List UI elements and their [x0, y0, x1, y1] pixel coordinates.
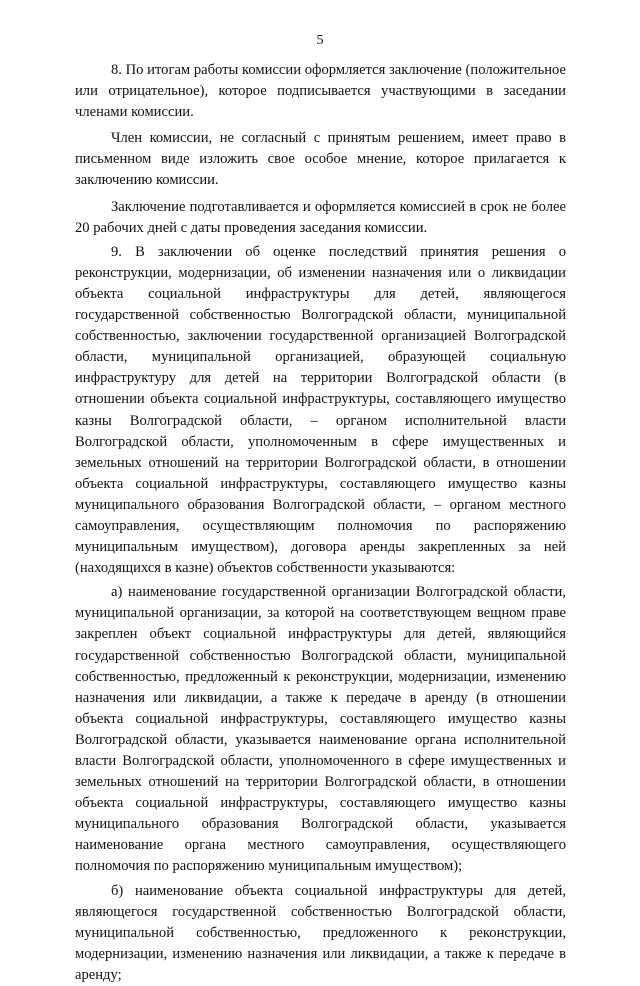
page-number: 5: [316, 33, 324, 48]
paragraph-item-b: б) наименование объекта социальной инфраструктуры для детей, являющегося государственной собственностью Волгоградской области, муниципальной собственностью, предложенного к реконструкции, модернизации, изменению назначения или ликвидации, а также к передаче в аренду;: [75, 882, 566, 983]
paragraph-8: 8. По итогам работы комиссии оформляется заключение (положительное или отрицательное), которое подписывается участвующими в заседании членами комиссии.: [75, 62, 566, 121]
paragraph-deadline: Заключение подготавливается и оформляется комиссией в срок не более 20 рабочих дней с даты проведения заседания комиссии.: [75, 198, 566, 236]
paragraph-9: 9. В заключении об оценке последствий принятия решения о реконструкции, модернизации, об изменении назначения или о ликвидации объекта социальной инфраструктуры для детей, являющегося государственной собственностью Волгоградской области, муниципальной собственностью, заключении государственной организацией Волгоградской области, муниципальной организацией, образующей социальную инфраструктуру для детей на территории Волгоградской области (в отношении объекта социальной инфраструктуры, составляющего имущество казны Волгоградской области, – органом исполнительной власти Волгоградской области, уполномоченным в сфере имущественных и земельных отношений на территории Волгоградской области, в отношении объекта социальной инфраструктуры, составляющего имущество казны муниципального образования Волгоградской области, – органом местного самоуправления, осуществляющим полномочия по распоряжению муниципальным имуществом), договора аренды закрепленных за ней (находящихся в казне) объектов собственности указываются:: [75, 243, 566, 577]
paragraph-item-a: а) наименование государственной организации Волгоградской области, муниципальной организации, за которой на соответствующем вещном праве закреплен объект социальной инфраструктуры для детей, являющийся государственной собственностью Волгоградской области, муниципальной собственностью, предложенный к реконструкции, модернизации, изменению назначения или ликвидации, а также к передаче в аренду (в отношении объекта социальной инфраструктуры, составляющего имущество казны Волгоградской области, указывается наименование органа исполнительной власти Волгоградской области, уполномоченного в сфере имущественных и земельных отношений на территории Волгоградской области, в отношении объекта социальной инфраструктуры, составляющего имущество казны муниципального образования Волгоградской области, указывается наименование органа местного самоуправления, осуществляющего полномочия по распоряжению муниципальным имуществом);: [75, 584, 566, 875]
paragraph-dissent: Член комиссии, не согласный с принятым решением, имеет право в письменном виде изложить свое особое мнение, которое прилагается к заключению комиссии.: [75, 130, 566, 189]
document-body: [75, 60, 566, 986]
